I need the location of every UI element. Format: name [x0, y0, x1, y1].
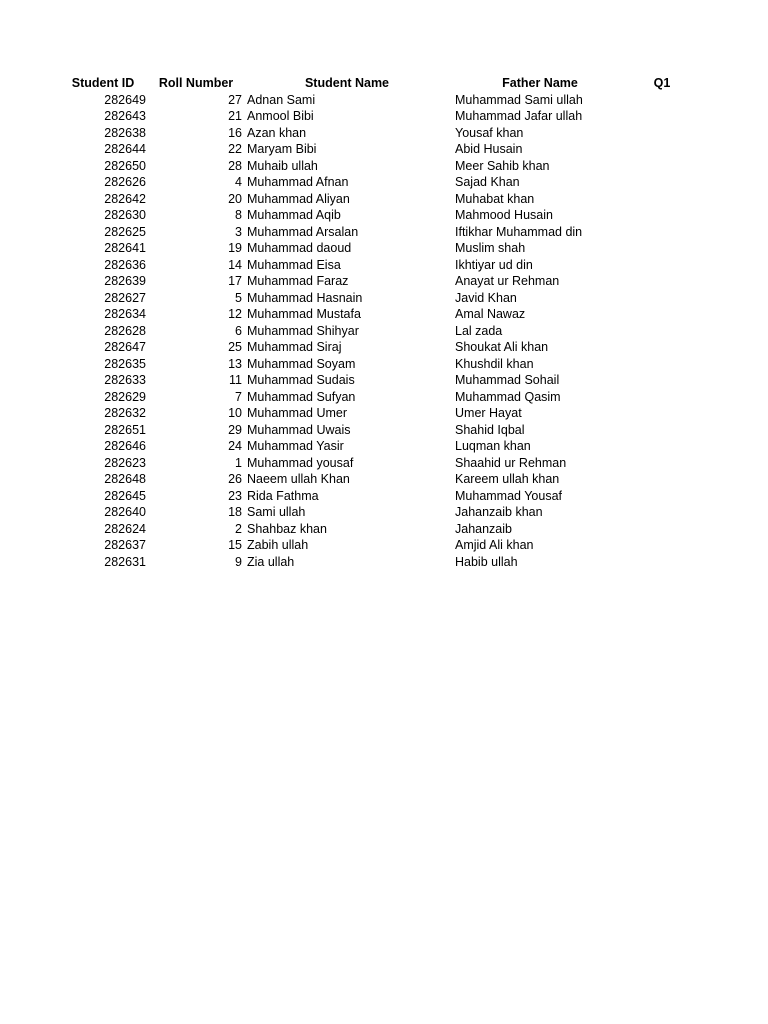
roll-number-cell: 20	[228, 191, 242, 206]
father-name-cell: Abid Husain	[455, 142, 523, 156]
header-q1: Q1	[653, 76, 671, 90]
student-name-cell: Anmool Bibi	[247, 109, 314, 123]
table-row	[0, 191, 768, 208]
table-row	[0, 488, 768, 505]
father-name-cell: Amal Nawaz	[455, 307, 526, 321]
student-id-cell: 282651	[104, 422, 146, 437]
roll-number-cell: 6	[235, 323, 242, 338]
roll-number-cell: 2	[235, 521, 242, 536]
student-id-cell: 282642	[104, 191, 146, 206]
roll-number-cell: 15	[228, 538, 242, 552]
student-name-cell: Muhammad Faraz	[247, 274, 349, 288]
student-name-cell: Muhammad Sudais	[247, 373, 355, 387]
table-row	[0, 224, 768, 241]
student-name-cell: Azan khan	[247, 125, 307, 140]
roll-number-cell: 13	[228, 356, 242, 371]
roll-number-cell: 4	[235, 175, 242, 189]
student-id-cell: 282646	[104, 439, 146, 453]
table-row	[0, 92, 768, 109]
student-name-cell: Muhaib ullah	[247, 158, 318, 173]
student-name-cell: Adnan Sami	[247, 92, 316, 107]
father-name-cell: Jahanzaib khan	[455, 505, 543, 519]
roll-number-cell: 3	[235, 224, 242, 239]
student-id-cell: 282633	[104, 373, 146, 387]
father-name-cell: Shaahid ur Rehman	[455, 455, 567, 470]
father-name-cell: Shahid Iqbal	[455, 422, 525, 437]
header-student-id: Student ID	[71, 76, 135, 90]
student-id-cell: 282637	[104, 538, 146, 552]
student-id-cell: 282632	[104, 406, 146, 420]
table-header-row	[0, 75, 768, 92]
father-name-cell: Habib ullah	[455, 554, 518, 569]
student-id-cell: 282635	[104, 356, 146, 371]
table-row	[0, 141, 768, 158]
roll-number-cell: 21	[228, 109, 242, 123]
student-id-cell: 282630	[104, 208, 146, 222]
table-row	[0, 372, 768, 389]
roll-number-cell: 27	[228, 92, 242, 107]
student-id-cell: 282636	[104, 257, 146, 272]
student-id-cell: 282641	[104, 241, 146, 255]
roll-number-cell: 8	[235, 208, 242, 222]
roll-number-cell: 5	[235, 290, 242, 305]
student-id-cell: 282629	[104, 389, 146, 404]
table-row	[0, 422, 768, 439]
student-id-cell: 282626	[104, 175, 146, 189]
table-row	[0, 356, 768, 373]
student-name-cell: Muhammad Hasnain	[247, 290, 363, 305]
table-row	[0, 471, 768, 488]
father-name-cell: Muhammad Yousaf	[455, 488, 563, 503]
student-name-cell: Muhammad Umer	[247, 406, 348, 420]
student-id-cell: 282623	[104, 455, 146, 470]
table-row	[0, 554, 768, 571]
header-student-name: Student Name	[304, 76, 390, 90]
roll-number-cell: 1	[235, 455, 242, 470]
student-name-cell: Naeem ullah Khan	[247, 472, 350, 486]
student-id-cell: 282625	[104, 224, 146, 239]
student-name-cell: Zia ullah	[247, 554, 295, 569]
student-id-cell: 282640	[104, 505, 146, 519]
table-row	[0, 521, 768, 538]
father-name-cell: Muhammad Qasim	[455, 389, 561, 404]
roll-number-cell: 18	[228, 505, 242, 519]
table-row	[0, 125, 768, 142]
table-row	[0, 290, 768, 307]
student-name-cell: Muhammad Arsalan	[247, 224, 359, 239]
student-name-cell: Muhammad Sufyan	[247, 389, 356, 404]
student-table	[0, 75, 768, 570]
student-id-cell: 282643	[104, 109, 146, 123]
student-name-cell: Shahbaz khan	[247, 521, 327, 536]
father-name-cell: Javid Khan	[455, 290, 517, 305]
roll-number-cell: 22	[228, 142, 242, 156]
father-name-cell: Khushdil khan	[455, 356, 534, 371]
table-row	[0, 389, 768, 406]
roll-number-cell: 16	[228, 125, 242, 140]
table-row	[0, 240, 768, 257]
roll-number-cell: 12	[228, 307, 242, 321]
table-row	[0, 257, 768, 274]
father-name-cell: Jahanzaib	[455, 521, 512, 536]
roll-number-cell: 19	[228, 241, 242, 255]
student-name-cell: Muhammad daoud	[247, 241, 352, 255]
header-father-name: Father Name	[502, 76, 578, 90]
roll-number-cell: 26	[228, 472, 242, 486]
student-name-cell: Maryam Bibi	[247, 142, 317, 156]
father-name-cell: Meer Sahib khan	[455, 158, 550, 173]
father-name-cell: Muhammad Sohail	[455, 373, 560, 387]
father-name-cell: Luqman khan	[455, 439, 531, 453]
father-name-cell: Lal zada	[455, 323, 503, 338]
roll-number-cell: 10	[228, 406, 242, 420]
student-name-cell: Muhammad Uwais	[247, 422, 351, 437]
student-id-cell: 282628	[104, 323, 146, 338]
table-row	[0, 174, 768, 191]
roll-number-cell: 7	[235, 389, 242, 404]
student-id-cell: 282638	[104, 125, 146, 140]
student-id-cell: 282639	[104, 274, 146, 288]
roll-number-cell: 28	[228, 158, 242, 173]
table-row	[0, 158, 768, 175]
header-roll-number: Roll Number	[158, 76, 234, 90]
student-name-cell: Muhammad Eisa	[247, 257, 341, 272]
student-name-cell: Muhammad Siraj	[247, 340, 342, 354]
table-row	[0, 504, 768, 521]
student-id-cell: 282644	[104, 142, 146, 156]
student-name-cell: Muhammad Shihyar	[247, 323, 359, 338]
student-id-cell: 282648	[104, 472, 146, 486]
table-row	[0, 455, 768, 472]
student-id-cell: 282624	[104, 521, 146, 536]
father-name-cell: Muhabat khan	[455, 191, 535, 206]
father-name-cell: Muhammad Jafar ullah	[455, 109, 583, 123]
student-name-cell: Muhammad yousaf	[247, 455, 354, 470]
student-name-cell: Muhammad Yasir	[247, 439, 344, 453]
student-name-cell: Muhammad Mustafa	[247, 307, 361, 321]
table-row	[0, 438, 768, 455]
student-name-cell: Rida Fathma	[247, 488, 319, 503]
student-id-cell: 282650	[104, 158, 146, 173]
roll-number-cell: 29	[228, 422, 242, 437]
student-id-cell: 282627	[104, 290, 146, 305]
roll-number-cell: 11	[229, 373, 242, 387]
table-row	[0, 537, 768, 554]
father-name-cell: Iftikhar Muhammad din	[455, 224, 583, 239]
roll-number-cell: 17	[228, 274, 242, 288]
father-name-cell: Ikhtiyar ud din	[455, 257, 533, 272]
father-name-cell: Kareem ullah khan	[455, 472, 560, 486]
table-row	[0, 306, 768, 323]
father-name-cell: Muslim shah	[455, 241, 526, 255]
father-name-cell: Mahmood Husain	[455, 208, 553, 222]
student-id-cell: 282645	[104, 488, 146, 503]
student-name-cell: Zabih ullah	[247, 538, 309, 552]
table-row	[0, 273, 768, 290]
table-row	[0, 207, 768, 224]
roll-number-cell: 14	[228, 257, 242, 272]
father-name-cell: Amjid Ali khan	[455, 538, 534, 552]
father-name-cell: Yousaf khan	[455, 125, 524, 140]
father-name-cell: Shoukat Ali khan	[455, 340, 549, 354]
roll-number-cell: 24	[228, 439, 242, 453]
roll-number-cell: 23	[228, 488, 242, 503]
table-row	[0, 339, 768, 356]
student-id-cell: 282634	[104, 307, 146, 321]
table-row	[0, 405, 768, 422]
roll-number-cell: 9	[235, 554, 242, 569]
father-name-cell: Muhammad Sami ullah	[455, 92, 583, 107]
student-id-cell: 282647	[104, 340, 146, 354]
father-name-cell: Anayat ur Rehman	[455, 274, 560, 288]
student-name-cell: Muhammad Aqib	[247, 208, 341, 222]
table-row	[0, 323, 768, 340]
table-body	[0, 92, 768, 571]
father-name-cell: Sajad Khan	[455, 175, 520, 189]
father-name-cell: Umer Hayat	[455, 406, 522, 420]
student-id-cell: 282631	[104, 554, 146, 569]
roll-number-cell: 25	[228, 340, 242, 354]
table-row	[0, 108, 768, 125]
student-name-cell: Muhammad Soyam	[247, 356, 356, 371]
student-name-cell: Sami ullah	[247, 505, 306, 519]
student-name-cell: Muhammad Aliyan	[247, 191, 350, 206]
student-name-cell: Muhammad Afnan	[247, 175, 349, 189]
student-id-cell: 282649	[104, 92, 146, 107]
